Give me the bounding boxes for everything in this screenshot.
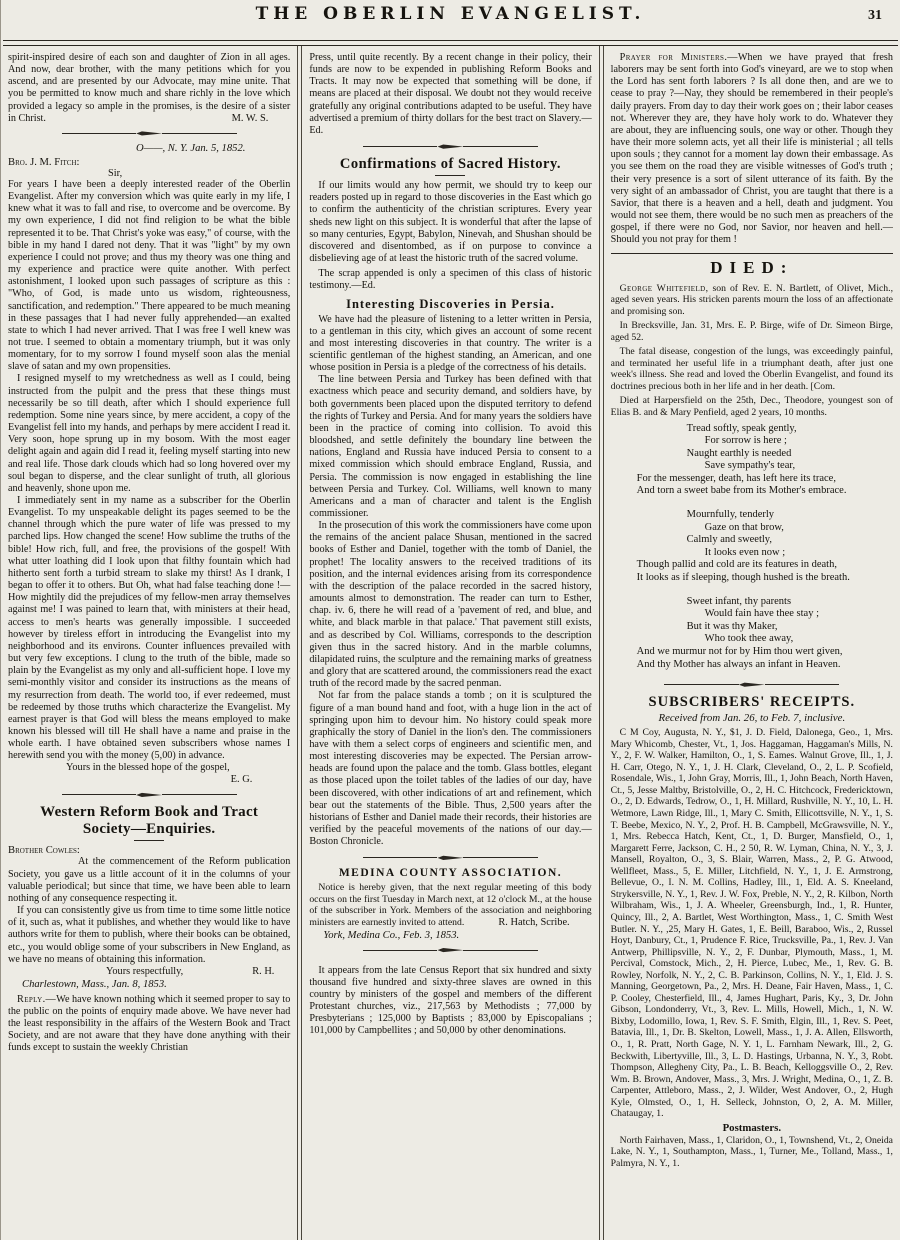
article-heading: Confirmations of Sacred History. [339,156,562,173]
poem-line: For sorrow is here ; [704,435,787,447]
paragraph-lead: Reply.— [17,993,57,1005]
paragraph: In the prosecution of this work the commissioners have come upon the remains of the ancient palace Shusan, mentioned in the sacred books of Esther and Daniel, together with the tomb of Daniel, the prophet! The locality answers to the received traditions of its position, and the internal evidences arising from its correspondence with the description of the palace recorded in the sacred history, amounts almost to demonstration. The reader can turn to Esther, chap. iv. 6, there he will read of a 'pavement of red, and blue, and white, and black marble in that palace.' That pavement still exists, and as described by Col. Williams, corresponds to the description given thus in the sacred history. And in the marble columns, dilapidated ruins, the sculpture and the remaining marks of greatness and glory that are scattered around, the commissioners read the exact truth of the record made by the sacred penman. [309,520,592,690]
column-3 [604,46,900,1240]
paragraph: Press, until quite recently. By a recent change in their policy, their funds are now to be expended in publishing Reform Books and Tracts. It may now be expected that something will be done, if means are placed at their disposal. We doubt not they would receive gratefully any original contributions adapted to be useful. They have advertised a premium of thirty dollars for the best tract on Slavery.—Ed. [309,52,592,136]
poem-stanza [611,423,893,499]
paragraph-text: We have known nothing which it seemed proper to say to the public on the points of enquiry made above. We have never had the least responsibility in the affairs of the Western Book and Tract Society, and are not aware that they have done anything with their funds except to sustain the weekly Christian [8,993,291,1054]
paragraph-lead: Prayer for Ministers.— [619,52,738,63]
letter-closing: Yours respectfully, [106,965,184,977]
obituary: The fatal disease, congestion of the lungs, was exceedingly painful, and terminated her useful life in a triumphant death, after just one week's illness. She read and loved the Oberlin Evangelist, and found its doctrines precious both in her life and in her death. [Com. [610,346,893,392]
divider-ornament-icon [437,855,463,860]
poem-line: Though pallid and cold are its features in death, [636,559,837,571]
divider-ornament-icon [739,682,765,687]
postmasters-heading: Postmasters. [722,1121,782,1134]
poem-line: But it was thy Maker, [686,620,778,632]
page-number: 31 [868,8,882,23]
poem-line: It looks even now ; [704,546,786,558]
divider-ornament-icon [136,792,162,797]
paragraph-text: When we have prayed that fresh laborers may be sent forth into God's vineyard, are we to stop when the Lord has sent forth laborers ? Is all done then, and are we to cease to pray ?—Nay, they should be remembered in their people's daily prayers. From day to day their work goes on ; their labor ceases not. Wherever they are, they have holy work to do. Whatever they are about, they are influencing souls, one way or other. Though they have their more solemn acts, yet all their life is ministerial ; all tells upon souls ; they cannot for a moment lay down their embassage. As you see them on the road they are visible witnesses of God's truth ; their very presence is a sort of silent utterance of its faith. By the very sight of an ambassador of Christ, you are taught that there is a Savior, that there is a heaven and a hell, death and judgment. You would not see them, there would be no such men as preachers of the gospel, if there were no God, nor Savior, nor heaven and hell.—Should you not pray for them ! [610,52,893,246]
poem-line: Sweet infant, thy parents [686,595,792,607]
memorial-poem [611,423,893,672]
signature: E. G. [230,774,253,786]
paragraph: Not far from the palace stands a tomb ; on it is sculptured the figure of a man bound hand and foot, with a huge lion in the act of springing upon him to devour him. No history could speak more graphically the story of Daniel in the lion's den. The commissioners have with them a select corps of engineers and scientific men, and most interesting discoveries may be expected. The Persian arrow-heads are found upon the palace and the tomb. Glass bottles, elegant as those placed upon the toilet tables of the ladies of our day, have been discovered, with other indications of art and refinement, which bear out the statements of the Bible. Thus, 2,500 years after the historians of Esther and Daniel made their records, their histories are verified by the peaceful movements of the nations of our day.—Boston Chronicle. [309,690,592,848]
poem-line: Tread softly, speak gently, [686,422,797,434]
paragraph: The line between Persia and Turkey has been defined with that exactness which peace and security demand, and soldiers have, by both governments been placed upon the disputed territory to defend the rights of Turkey and Persia. And for many years the soldiers have been in the practice of coming into collision. To avoid this bloodshed, and settle definitely the boundary line between the nations, England and Russia have induced Persia to consent to a mixed commission which should embrace England, Russia, and Persia. The commission is now engaged in establishing the line between Persia and Turkey. Col. Williams, well known to many Americans and a man of character and talent is the English commissioner. [309,374,592,519]
signature: M. W. S. [231,112,269,124]
salutation: Brother Cowles: [8,845,80,857]
section-rule [611,253,893,254]
receipts-heading: SUBSCRIBERS' RECEIPTS. [648,694,856,711]
heading-rule [134,840,164,841]
poem-stanza [611,509,893,585]
poem-line: And torn a sweet babe from its Mother's embrace. [636,485,847,497]
poem-line: Naught earthly is needed [686,447,792,459]
paragraph: I immediately sent in my name as a subscriber for the Oberlin Evangelist. To my unspeakable delight its pages seemed to be the channel through which the pure water of life was pressed to my parched lips. How changed the scene! How sublime the truths of the bible! How rich, full, and free, the provisions of the gospel! With what utter loathing did I look upon that filthy fountain which had hitherto sent forth a turbid stream to slake my thirst! As I drank, I began to offer it to others. But Oh, what had false teaching done !— How mightily did the prejudices of my fellow-men array themselves against me! I was pained to learn that, with ministers at their head, access to men's hearts was generally impossible. I succeeded however by tireless effort in introducing the Evangelist into my neighborhood and its environs. Counter influences prevailed with but very few exceptions. I clung to the truth of the bible, made so plain by the Evangelist as my only and all-sufficient hope. I love my semi-monthly visitor and consider its instructions as the means of my resurrection from death. The world too, if ever redeemed, must be redeemed by those truths which characterize the Evangelist. My earnest prayer is that God will bless the means employed to make known his blessed will till He shall have a name and praise in the whole earth. I have obtained seven subscribers whose names I herewith send you with the money (5,00) in advance. [8,495,291,762]
salutation: Bro. J. M. Fitch: [8,156,80,168]
heading-rule [435,175,465,176]
poem-line: Mournfully, tenderly [686,509,775,521]
dateline: York, Medina Co., Feb. 3, 1853. [323,929,460,941]
obituary-lead: George Whitefield, [619,282,709,294]
poem-stanza [611,596,893,672]
signature: R. H. [252,965,275,977]
masthead-title: THE OBERLIN EVANGELIST. [255,4,646,24]
signature: R. Hatch, Scribe. [498,916,570,928]
poem-line: Save sympathy's tear, [704,460,796,472]
divider-ornament-icon [437,144,463,149]
section-divider [363,948,538,953]
poem-line: Would fain have thee stay ; [704,608,819,620]
paragraph: If you can consistently give us from time to time some little notice of it, such as, what it publishes, and whether they would like to have authors write for them to publish, where their books can be obtained, etc., you would oblige some of your subscribers in New England, as we have no means of obtaining this information. [8,905,291,965]
poem-line: Calmly and sweetly, [686,534,772,546]
paragraph: Notice is hereby given, that the next regular meeting of this body occurs on the first Tuesday in March next, at 12 o'clock M., at the house of the subscriber in York. Members of the association and neighboring ministers are earnestly invited to attend. [309,882,592,929]
died-heading: DIED: [710,257,794,277]
dateline: O——, N. Y. Jan. 5, 1852. [136,142,246,154]
poem-line: And thy Mother has always an infant in Heaven. [636,658,841,670]
salutation-sir: Sir, [108,167,123,179]
poem-line: Gaze on that brow, [704,521,784,533]
section-divider [62,131,237,136]
paragraph [8,994,290,1055]
section-divider [62,792,237,797]
receipts-list: C M Coy, Augusta, N. Y., $1, J. D. Field, Dalonega, Geo., 1, Mrs. Mary Whicomb, Chester, Vt., 1, Jos. Haggaman, Haggaman's Mills, N. Y., 2, F. W. Walker, Hamilton, O., 1, S. Eames. Walnut Grove, Ill., 1, J. H. Carr, Otego, N. Y., 1, J. H. Clark, Cleveland, O., 2, L. P. Scofield, Rosendale, Wis., 1, John Gray, Morris, Ill., 1, John Beach, North Haven, Ct., 5, Jesse Maltby, Bristolville, O., 2, H. C. Hitchcock, Fredericktown, O., 2, D. Edwards, Tedrow, O., 1, H. Millard, Rushville, N. Y., 10, L. H. Wetmore, Lawn Ridge, Ill., 1, Mary C. Smith, Ellicottsville, N. Y., 1, S. T. Beebe, Mexico, N. Y., 2, Prof. H. B. Campbell, McGrawsville, N. Y., 1, Mrs. Rebecca Hatch, Kent, Ct., 1, D. Burger, Mansfield, O., 1, Margarett Ferre, Jackson, C. H., 2 50, R. W. Lyman, China, N. Y., 3, J. Mansell, Royalton, O., 3, S. Blair, Warren, Mass., 2, P. G. Atwood, Wellfleet, Mass., 5, E. Miller, Litchfield, N. Y., 1, J. E. Armstrong, Bellevue, O., I. N. M. Collins, Hadley, Ill., 1, Eld. A. S. Kneeland, Strykersville, N. Y., 1, Rev. J. W. Fox, Preble, N. Y., 2, R. Kilbon, North Wilbraham, Wis., 1, J. A. Wheeler, Greensburgh, Ind., 1, R. Hunter, Quincy, Ill., 2, A. Bartlet, West Worthington, Mass., 1, C. Smith West Butler. N. Y., ,25, Mary H. Gates, 1, E. Beill, Baraboo, Wis., 2, Russel Hoyt, Danbury, Ct., 1, Prudence F. Rice, Trucksville, Pa., 1, Rev. J. Van Antwerp, Phillipsville, N. Y., 2, F. Dunbar, Plymouth, Mass., 1, M. Percival, Comstock, Mich., 2, H. Pierce, Lubec, Me., 1, Rev. G. B. Rowley, Norfolk, N. Y., 2, C. B. Parkinson, Collins, N. Y., 1, Eld. J. S. Manning, Georgetown, Pa., 2, Mrs. H. Deane, Fair Haven, Mass., 1, C. P. Cooley, Chesterfield, Ill., 4, James Hughart, Paris, Ky., 3, Dr. John Gibson, Londonderry, Vt., 3, Rev. L. Mills, Howell, Mich., 1, N. W. Bixby, Lodomillo, Iowa, 1, Rev. S. F. Smith, Elgin, Ill., 1, Rev. S. Peet, Batavia, Ill., 1, Dr. B. Skelton, Lowell, Mass., 1, J. A. Allen, Ellsworth, O., 1, R. Pratt, North Gage, N. Y. 1, L. Farnham Newark, Ill., 2, G. Beckwith, Libertyville, Ill., 3, L. D. Hastings, Urbanna, N. Y., 3, Robt. Thompson, Allegheny City, Pa., L. B. Beach, Kelloggsville O., 2, Rev. Wm. B. Brown, Andover, Mass., 3, Mrs. J. Wright, Medina, O., 1, Z. B. Carpenter, Attleboro, Mass., 2, J. Wilder, West Andover, O., 2, Hugh Kyle, Olmsted, O., 1, H. Selleck, Johnston, O, 2, A. M. Miller, Chataugay, 1. [610,727,893,1120]
obituary [611,283,893,318]
receipts-subheading: Received from Jan. 26, to Feb. 7, inclusive. [658,712,846,725]
paragraph: At the commencement of the Reform publication Society, you gave us a little account of it in the columns of your valuable periodical; but since that time, we have been able to learn nothing of any consequence respecting it. [8,856,291,904]
divider-ornament-icon [437,948,463,953]
column-2 [302,46,598,1240]
paragraph: I resigned myself to my wretchedness as well as I could, being instructed from the pulpit and the press that these things must necessarily be so till death, after which I should experience full redemption. Some nine years since, by mere accident, a copy of the Evangelist fell into my hands, and perhaps by mere accident I read it. Very soon, hope sprung up in my bosom. With the most eager delight again and again did I read it, feeling myself starting into new and real life. Those dark clouds which had so long hovered over my soul began to disperse, and the clear sunlight of truth, all glorious and heavenly, shone upon me. [8,373,291,494]
obituary: In Brecksville, Jan. 31, Mrs. E. P. Birge, wife of Dr. Simeon Birge, aged 52. [610,320,893,343]
paragraph: spirit-inspired desire of each son and daughter of Zion in all ages. And now, dear brother, with the many petitions which for you ascend, and are presented by our Advocate, may mine unite. That you be permitted to know much and share richly in the love which provided a legacy so ample in the promises, is the desire of a sister in Christ. [8,52,291,124]
divider-ornament-icon [136,131,162,136]
paragraph: For years I have been a deeply interested reader of the Oberlin Evangelist. After my conversion which was quite early in my life, I knew what it was to fall and rise, to overcome and be overcome. By my own experience, I did not find religion to be what the bible represented it to be. That Christ's yoke was easy," of course, with the bible in my hand I dared not deny. That it was "light" by my own experience I could not prove; and thus my theory was one thing and my experience and practice were quite another. With perfect astonishment, I looked upon such passages of scripture as this : "Who, of God, is made unto us wisdom, righteousness, sanctification, and redemption." There appeared to be much meaning in these passages that I had never fully apprehended—an exalted state to which I had never arrived. That I was free I well knew was not true. I seemed to obtain a momentary triumph, but it was only momentary, for to my sorrow I found myself soon alas the menial slave of satan and my own propensities. [8,178,291,373]
poem-line: It looks as if sleeping, though hushed is the breath. [636,572,850,584]
obituary-text: son of Rev. E. N. Bartlett, of Olivet, Mich., aged seven years. His stricken parents mourn the loss of an affectionate and promising son. [610,282,893,317]
paragraph: The scrap appended is only a specimen of this class of historic testimony.—Ed. [309,268,592,292]
poem-line: For the messenger, death, has left here its trace, [636,472,836,484]
obituary: Died at Harpersfield on the 25th, Dec., Theodore, youngest son of Elias B. and & Mary Penfield, aged 2 years, 10 months. [610,395,893,418]
columns [1,46,900,1240]
dateline: Charlestown, Mass., Jan. 8, 1853. [22,978,167,990]
section-divider [363,855,538,860]
section-divider [363,144,538,149]
sub-heading: Interesting Discoveries in Persia. [346,296,555,311]
paragraph: If our limits would any how permit, we should try to keep our readers posted up in regard to those discoveries in the East which go to confirm the authenticity of the christian scriptures. Every year sheds new light on this subject. It is wonderful that after the lapse of so many centuries, Egypt, Babylon, Ninevah, and Shushan should be discovered and disentombed, as if on purpose to convince a disbelieving age of at least the historic truth of the sacred volume. [309,180,592,265]
paragraph: It appears from the late Census Report that six hundred and sixty thousand five hundred and sixty-three slaves are owned in this country by ministers of the gospel and members of the different Protestant churches, viz., 217,563 by Methodists ; 77,000 by Presbyterians ; 125,000 by Baptists ; 83,000 by Episcopalians ; 101,000 by Campbellites ; and 50,000 by other denominations. [309,964,592,1037]
article-heading: Western Reform Book and Tract Society—Enquiries. [40,804,259,838]
closing-line [8,966,290,977]
article-heading: MEDINA COUNTY ASSOCIATION. [338,867,563,880]
paragraph: We have had the pleasure of listening to a letter written in Persia, to a gentleman in this city, which gives an account of some recent and most interesting discoveries in that country. The writer is a scientific gentleman of the highest standing, an American, and one whose position in Persia is a pledge of the correctness of his details. [309,313,592,374]
paragraph [611,52,893,247]
postmasters-list: North Fairhaven, Mass., 1, Claridon, O., 1, Townshend, Vt., 2, Oneida Lake, N. Y., 1, Southampton, Mass., 1, Turner, Me., Tolland, Mass., 1, Palmyra, N. Y., 1. [610,1134,893,1169]
section-divider [664,682,839,687]
masthead [1,0,900,38]
poem-line: Who took thee away, [704,633,794,645]
poem-line: And we murmur not for by Him thou wert given, [636,646,843,658]
letter-closing: Yours in the blessed hope of the gospel, [66,762,230,774]
column-1 [1,46,297,1240]
